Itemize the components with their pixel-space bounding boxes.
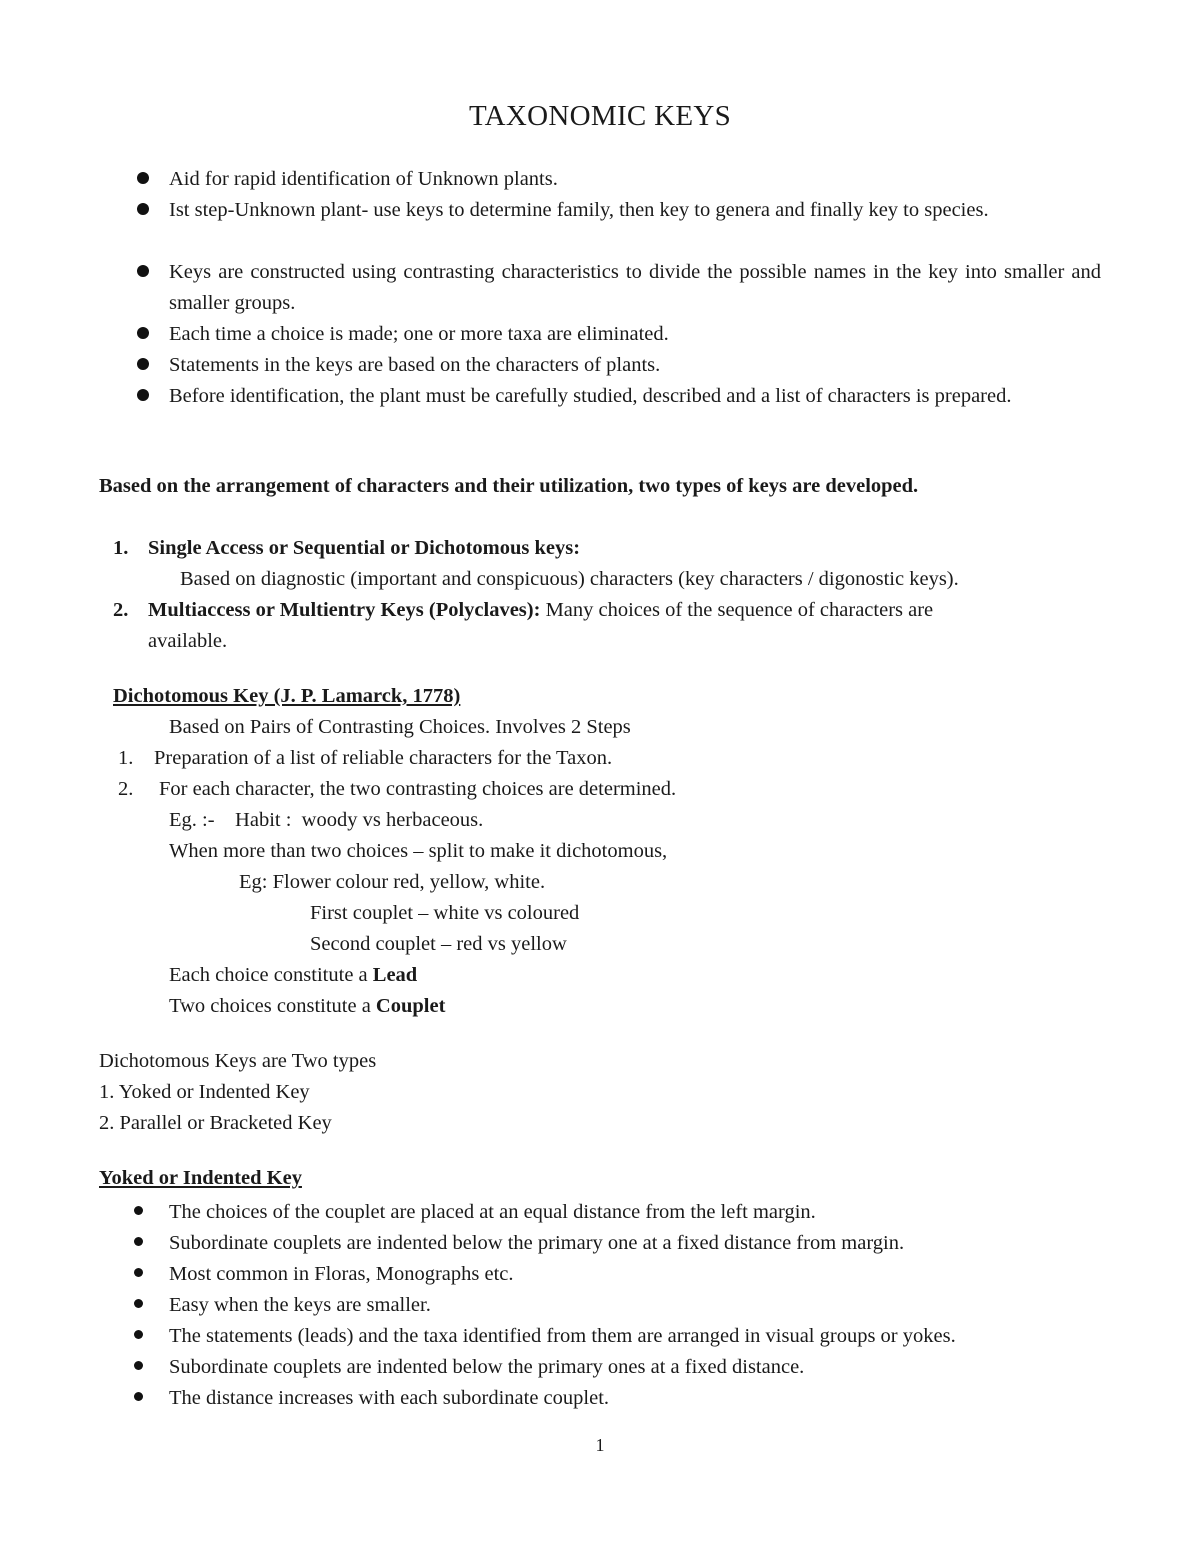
key-type-entry [148,598,933,622]
second-couplet: Second couplet – red vs yellow [310,933,567,955]
dk-types-intro: Dichotomous Keys are Two types [99,1050,377,1072]
key-type-name: Single Access or Sequential or Dichotomous keys: [148,537,581,559]
lead-term: Lead [372,964,418,986]
couplet-term: Couplet [375,995,446,1017]
step-number: 1. [118,747,134,769]
bullet-icon [137,172,149,184]
dk-type-item: 1. Yoked or Indented Key [99,1081,310,1103]
bullet-icon [137,327,149,339]
bullet-icon [134,1361,143,1370]
bullet-icon [137,265,149,277]
bullet-icon [134,1268,143,1277]
step-text: For each character, the two contrasting choices are determined. [159,778,677,800]
document-page: TAXONOMIC KEYS Aid for rapid identification of Unknown plants. Ist step-Unknown plant- use keys to determine family, then key to genera and finally key to species. Keys are constructed using contrasting characteristics to divide the possible names in the key into smaller and smaller groups. Each time a choice is made; one or more taxa are eliminated. Statements in the keys are based on the characters of plants. Before identification, the plant must be carefully studied, described and a list of characters is prepared. Based on the arrangement of characters and their utilization, two types of keys are developed. 1. Single Access or Sequential or Dichotomous keys: Based on diagnostic (important and conspicuous) characters (key characters / digonostic keys). 2. Multiaccess or Multientry Keys (Polyclaves): Many choices of the sequence of characters are available. Dichotomous Key (J. P. Lamarck, 1778) Based on Pairs of Contrasting Choices. Involves 2 Steps 1. Preparation of a list of reliable characters for the Taxon. 2. For each character, the two contrasting choices are determined. Eg. :- Habit : woody vs herbaceous. When more than two choices – split to make it dichotomous, Eg: Flower colour red, yellow, white. First couplet – white vs coloured Second couplet – red vs yellow Each choice constitute a Lead Two choices constitute a Couplet Dichotomous Keys are Two types 1. Yoked or Indented Key 2. Parallel or Bracketed Key Yoked or Indented Key The choices of the couplet are placed at an equal distance from the left margin. Subordinate couplets are indented below the primary one at a fixed distance from margin. Most common in Floras, Monographs etc. Easy when the keys are smaller. The statements (leads) and the taxa identified from them are arranged in visual groups or yokes. Subordinate couplets are indented below the primary ones at a fixed distance. The distance increases with each subordinate couplet. 1 [0,0,1200,1553]
bullet-icon [134,1330,143,1339]
bullet-icon [134,1299,143,1308]
bullet-icon [137,389,149,401]
step-text: Preparation of a list of reliable characters for the Taxon. [154,747,613,769]
bullet-icon [137,203,149,215]
more-choices-note: When more than two choices – split to make it dichotomous, [169,840,668,862]
types-heading: Based on the arrangement of characters and their utilization, two types of keys are developed. [99,475,919,497]
section-heading-yoked: Yoked or Indented Key [99,1167,302,1189]
key-type-number: 2. [113,599,129,621]
dk-type-item: 2. Parallel or Bracketed Key [99,1112,332,1134]
dichotomous-intro: Based on Pairs of Contrasting Choices. Involves 2 Steps [169,716,631,738]
example-habit: Eg. :- Habit : woody vs herbaceous. [169,809,484,831]
couplet-definition: Two choices constitute a Couplet [169,995,446,1017]
bullet-icon [134,1206,143,1215]
lead-definition: Each choice constitute a Lead [169,964,418,986]
bullet-icon [134,1237,143,1246]
bullet-icon [137,358,149,370]
example-flower-colour: Eg: Flower colour red, yellow, white. [239,871,546,893]
key-type-description: Based on diagnostic (important and conspicuous) characters (key characters / digonostic keys). [180,568,959,590]
step-number: 2. [118,778,134,800]
key-type-name: Multiaccess or Multientry Keys (Polyclaves): [148,599,541,621]
page-title: TAXONOMIC KEYS [468,100,732,132]
key-type-description: Many choices of the sequence of characters are [540,599,934,621]
section-heading-dichotomous: Dichotomous Key (J. P. Lamarck, 1778) [113,685,461,707]
key-type-description-cont: available. [148,630,228,652]
page-number: 1 [595,1435,605,1455]
first-couplet: First couplet – white vs coloured [310,902,580,924]
bullet-icon [134,1392,143,1401]
key-type-number: 1. [113,537,129,559]
